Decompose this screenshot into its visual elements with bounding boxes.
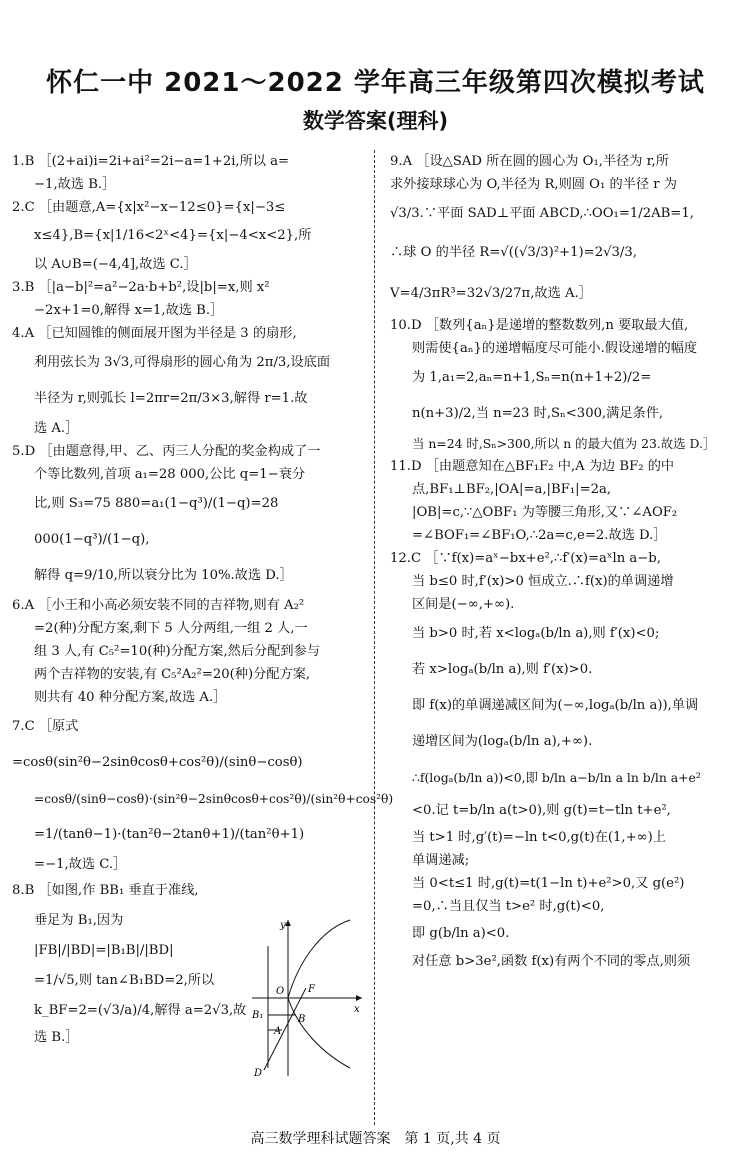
answer-line: 垂足为 B₁,因为 |FB|/|BD|=|B₁B|/|BD| <box>34 913 174 958</box>
fig-label-b1: B₁ <box>252 1010 264 1021</box>
answer-line: 比,则 S₃=75 880=a₁(1−q³)/(1−q)=28 000(1−q³)/(1−q), <box>34 496 279 547</box>
answer-line: 为 1,a₁=2,aₙ=n+1,Sₙ=n(n+1+2)/2= <box>412 370 652 385</box>
answer-line: √3/3.∵平面 SAD⊥平面 ABCD,∴OO₁=1/2AB=1, <box>390 206 694 221</box>
answer-line: =−1,故选 C.］ <box>34 857 127 872</box>
answer-line: 2.C ［由题意,A={x|x²−x−12≤0}={x|−3≤ <box>12 200 286 215</box>
fig-label-d: D <box>254 1068 263 1078</box>
answer-line: x≤4},B={x|1/16<2ˣ<4}={x|−4<x<2},所 <box>34 228 312 243</box>
answer-line: 11.D ［由题意知在△BF₁F₂ 中,A 为边 BF₂ 的中 <box>390 459 675 474</box>
answer-line: k_BF=2=(√3/a)/4,解得 a=2√3,故 <box>34 1003 247 1018</box>
answer-line: 递增区间为(logₐ(b/ln a),+∞). <box>412 734 593 749</box>
answer-line: 10.D ［数列{aₙ}是递增的整数数列,n 要取最大值, <box>390 318 689 333</box>
answer-line: =∠BOF₁=∠BF₁O,∴2a=c,e=2.故选 D.］ <box>412 528 667 543</box>
answer-line: 9.A ［设△SAD 所在圆的圆心为 O₁,半径为 r,所 <box>390 154 669 169</box>
focal-line <box>264 988 306 1070</box>
parabola-figure <box>250 918 365 1078</box>
answer-line: −2x+1=0,解得 x=1,故选 B.］ <box>34 303 224 318</box>
fig-label-x: x <box>354 1004 360 1015</box>
answer-line: 利用弦长为 3√3,可得扇形的圆心角为 2π/3,设底面 <box>34 355 331 370</box>
answer-line: 以 A∪B=(−4,4],故选 C.］ <box>34 257 197 272</box>
answer-line: 则需使{aₙ}的递增幅度尽可能小.假设递增的幅度 <box>412 341 698 356</box>
answer-line: 8.B ［如图,作 BB₁ 垂直于准线, <box>12 883 199 898</box>
parabola-curve <box>288 920 350 1068</box>
answer-line: 选 A.］ <box>34 421 79 436</box>
answer-line: =0,∴当且仅当 t>e² 时,g(t)<0, <box>412 899 605 914</box>
answer-line: =1/(tanθ−1)·(tan²θ−2tanθ+1)/(tan²θ+1) <box>34 827 305 842</box>
answer-line: 解得 q=9/10,所以衰分比为 10%.故选 D.］ <box>34 568 293 583</box>
answer-line: 当 b≤0 时,f′(x)>0 恒成立.∴f(x)的单调递增 <box>412 574 674 589</box>
answer-line: 5.D ［由题意得,甲、乙、丙三人分配的奖金构成了一 <box>12 444 321 459</box>
answer-line: 若 x>logₐ(b/ln a),则 f′(x)>0. <box>412 662 593 677</box>
answer-line: =cosθ/(sinθ−cosθ)·(sin²θ−2sinθcosθ+cos²θ)/(sin²θ+cos²θ) <box>34 792 394 806</box>
exam-title: 怀仁一中 2021～2022 学年高三年级第四次模拟考试 <box>46 68 705 98</box>
answer-line: −1,故选 B.］ <box>34 177 116 192</box>
answer-line: ∴球 O 的半径 R=√((√3/3)²+1)=2√3/3, <box>390 245 637 260</box>
answer-line: ∴f(logₐ(b/ln a))<0,即 b/ln a−b/ln a ln b/ln a+e² <box>412 770 701 785</box>
page-footer: 高三数学理科试题答案 第 1 页,共 4 页 <box>250 1131 501 1147</box>
right-answer-column <box>390 150 740 973</box>
answer-line: 组 3 人,有 C₅²=10(种)分配方案,然后分配到参与 <box>34 644 320 659</box>
answer-line: 对任意 b>3e²,函数 f(x)有两个不同的零点,则须 <box>412 954 691 969</box>
answer-line: <0.记 t=b/ln a(t>0),则 g(t)=t−tln t+e², <box>412 803 671 818</box>
answer-line: 两个吉祥物的安装,有 C₅²A₂²=20(种)分配方案, <box>34 667 311 682</box>
answer-line: 选 B.］ <box>34 1030 79 1045</box>
answer-line: 求外接球球心为 O,半径为 R,则圆 O₁ 的半径 r 为 <box>390 177 677 192</box>
answer-line: 6.A ［小王和小高必须安装不同的吉祥物,则有 A₂² <box>12 598 305 613</box>
answer-line: 单调递减; <box>412 853 470 868</box>
y-axis-arrow-icon <box>285 920 291 926</box>
answer-line: 当 n=24 时,Sₙ>300,所以 n 的最大值为 23.故选 D.］ <box>412 436 716 451</box>
fig-label-a: A <box>274 1026 282 1037</box>
answer-line: =1/√5,则 tan∠B₁BD=2,所以 <box>34 973 215 988</box>
answer-line: |OB|=c,∵△OBF₁ 为等腰三角形,又∵∠AOF₂ <box>412 505 678 520</box>
answer-line: 即 g(b/ln a)<0. <box>412 926 510 941</box>
answer-line: 7.C ［原式=cosθ(sin²θ−2sinθcosθ+cos²θ)/(sinθ−cosθ) <box>12 719 303 770</box>
answer-line: 1.B ［(2+ai)i=2i+ai²=2i−a=1+2i,所以 a= <box>12 154 290 169</box>
fig-label-f: F <box>308 984 315 995</box>
answer-line: 则共有 40 种分配方案,故选 A.］ <box>34 690 227 705</box>
fig-label-o: O <box>276 986 285 997</box>
answer-line: 个等比数列,首项 a₁=28 000,公比 q=1−衰分 <box>34 467 306 482</box>
answer-line: 点,BF₁⊥BF₂,|OA|=a,|BF₁|=2a, <box>412 482 612 497</box>
answer-line: n(n+3)/2,当 n=23 时,Sₙ<300,满足条件, <box>412 406 664 421</box>
answer-line: 当 t>1 时,g′(t)=−ln t<0,g(t)在(1,+∞)上 <box>412 830 666 845</box>
answer-subtitle: 数学答案(理科) <box>302 109 449 133</box>
answer-line: 当 0<t≤1 时,g(t)=t(1−ln t)+e²>0,又 g(e²) <box>412 876 685 891</box>
answer-line: 12.C ［∵f(x)=aˣ−bx+e²,∴f′(x)=aˣln a−b, <box>390 551 661 566</box>
left-answer-column <box>12 150 394 1049</box>
answer-line: 半径为 r,则弧长 l=2πr=2π/3×3,解得 r=1.故 <box>34 391 308 406</box>
fig-label-b: B <box>298 1014 306 1025</box>
answer-line: 3.B ［|a−b|²=a²−2a·b+b²,设|b|=x,则 x² <box>12 280 270 295</box>
answer-line: V=4/3πR³=32√3/27π,故选 A.］ <box>390 286 592 301</box>
answer-line: 当 b>0 时,若 x<logₐ(b/ln a),则 f′(x)<0; <box>412 626 660 641</box>
answer-line: 区间是(−∞,+∞). <box>412 597 515 612</box>
answer-line: =2(种)分配方案,剩下 5 人分两组,一组 2 人,一 <box>34 621 308 636</box>
answer-line: 4.A ［已知圆锥的侧面展开图为半径是 3 的扇形, <box>12 326 297 341</box>
fig-label-y: y <box>280 920 286 931</box>
answer-line: 即 f(x)的单调递减区间为(−∞,logₐ(b/ln a)),单调 <box>412 698 699 713</box>
column-divider <box>374 150 375 1125</box>
x-axis-arrow-icon <box>356 995 362 1001</box>
